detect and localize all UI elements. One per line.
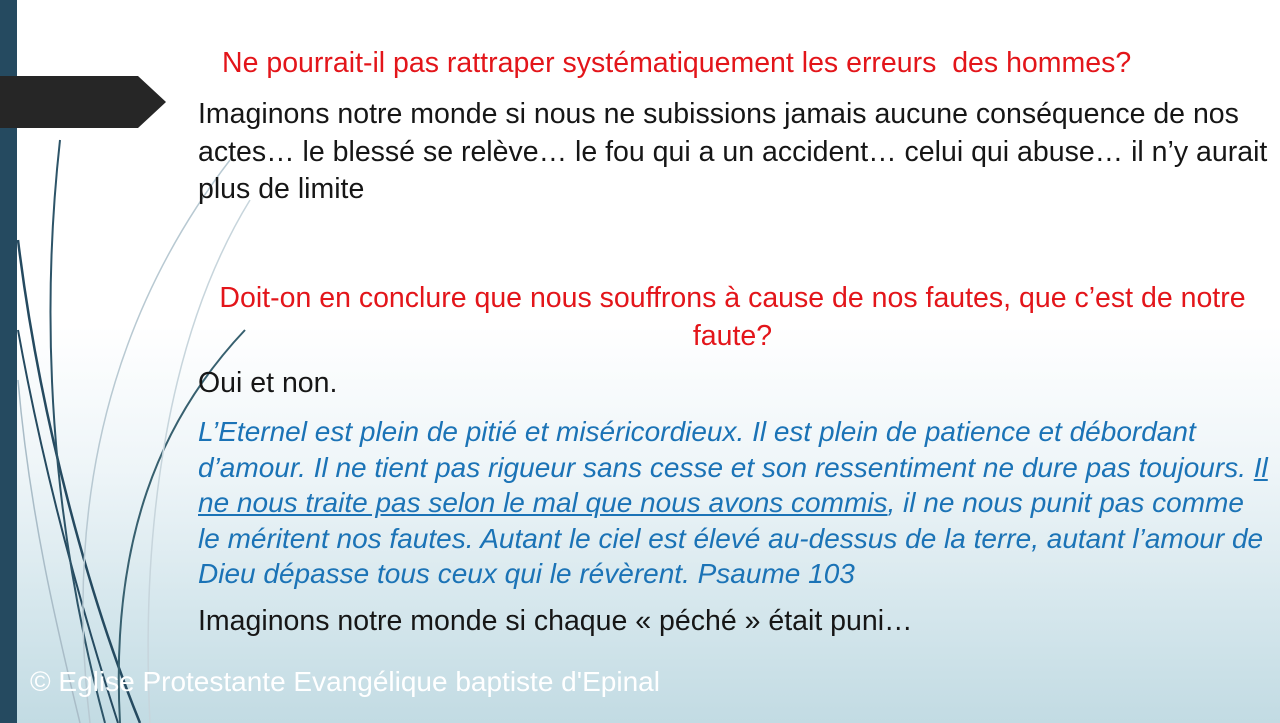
scripture-quote <box>198 414 1268 592</box>
heading-question-1: Ne pourrait-il pas rattraper systématiquement les erreurs des hommes? <box>222 47 1132 79</box>
section-tab-arrow <box>0 76 166 128</box>
paragraph-2: Imaginons notre monde si chaque « péché » était puni… <box>198 605 913 637</box>
quote-text-part-2: , il ne nous punit pas comme le méritent nos fautes. Autant le ciel est élevé au-dessus de la terre, autant l’amour de Dieu dépasse tous ceux qui le révèrent. Psaume 103 <box>198 487 1264 589</box>
quote-underlined-text: Il ne nous traite pas selon le mal que nous avons commis <box>198 451 1268 518</box>
paragraph-1: Imaginons notre monde si nous ne subissions jamais aucune conséquence de nos actes… le blessé se relève… le fou qui a un accident… celui qui abuse… il n’y aurait plus de limite <box>198 98 1268 205</box>
quote-text-part-1: L’Eternel est plein de pitié et miséricordieux. Il est plein de patience et débordant d’amour. Il ne tient pas rigueur sans cesse et son ressentiment ne dure pas toujours. <box>198 416 1254 483</box>
answer-text: Oui et non. <box>198 367 338 399</box>
heading-question-2: Doit-on en conclure que nous souffrons à cause de nos fautes, que c’est de notre faute? <box>219 282 1246 352</box>
copyright-footer: © Eglise Protestante Evangélique baptiste d'Epinal <box>30 666 660 697</box>
